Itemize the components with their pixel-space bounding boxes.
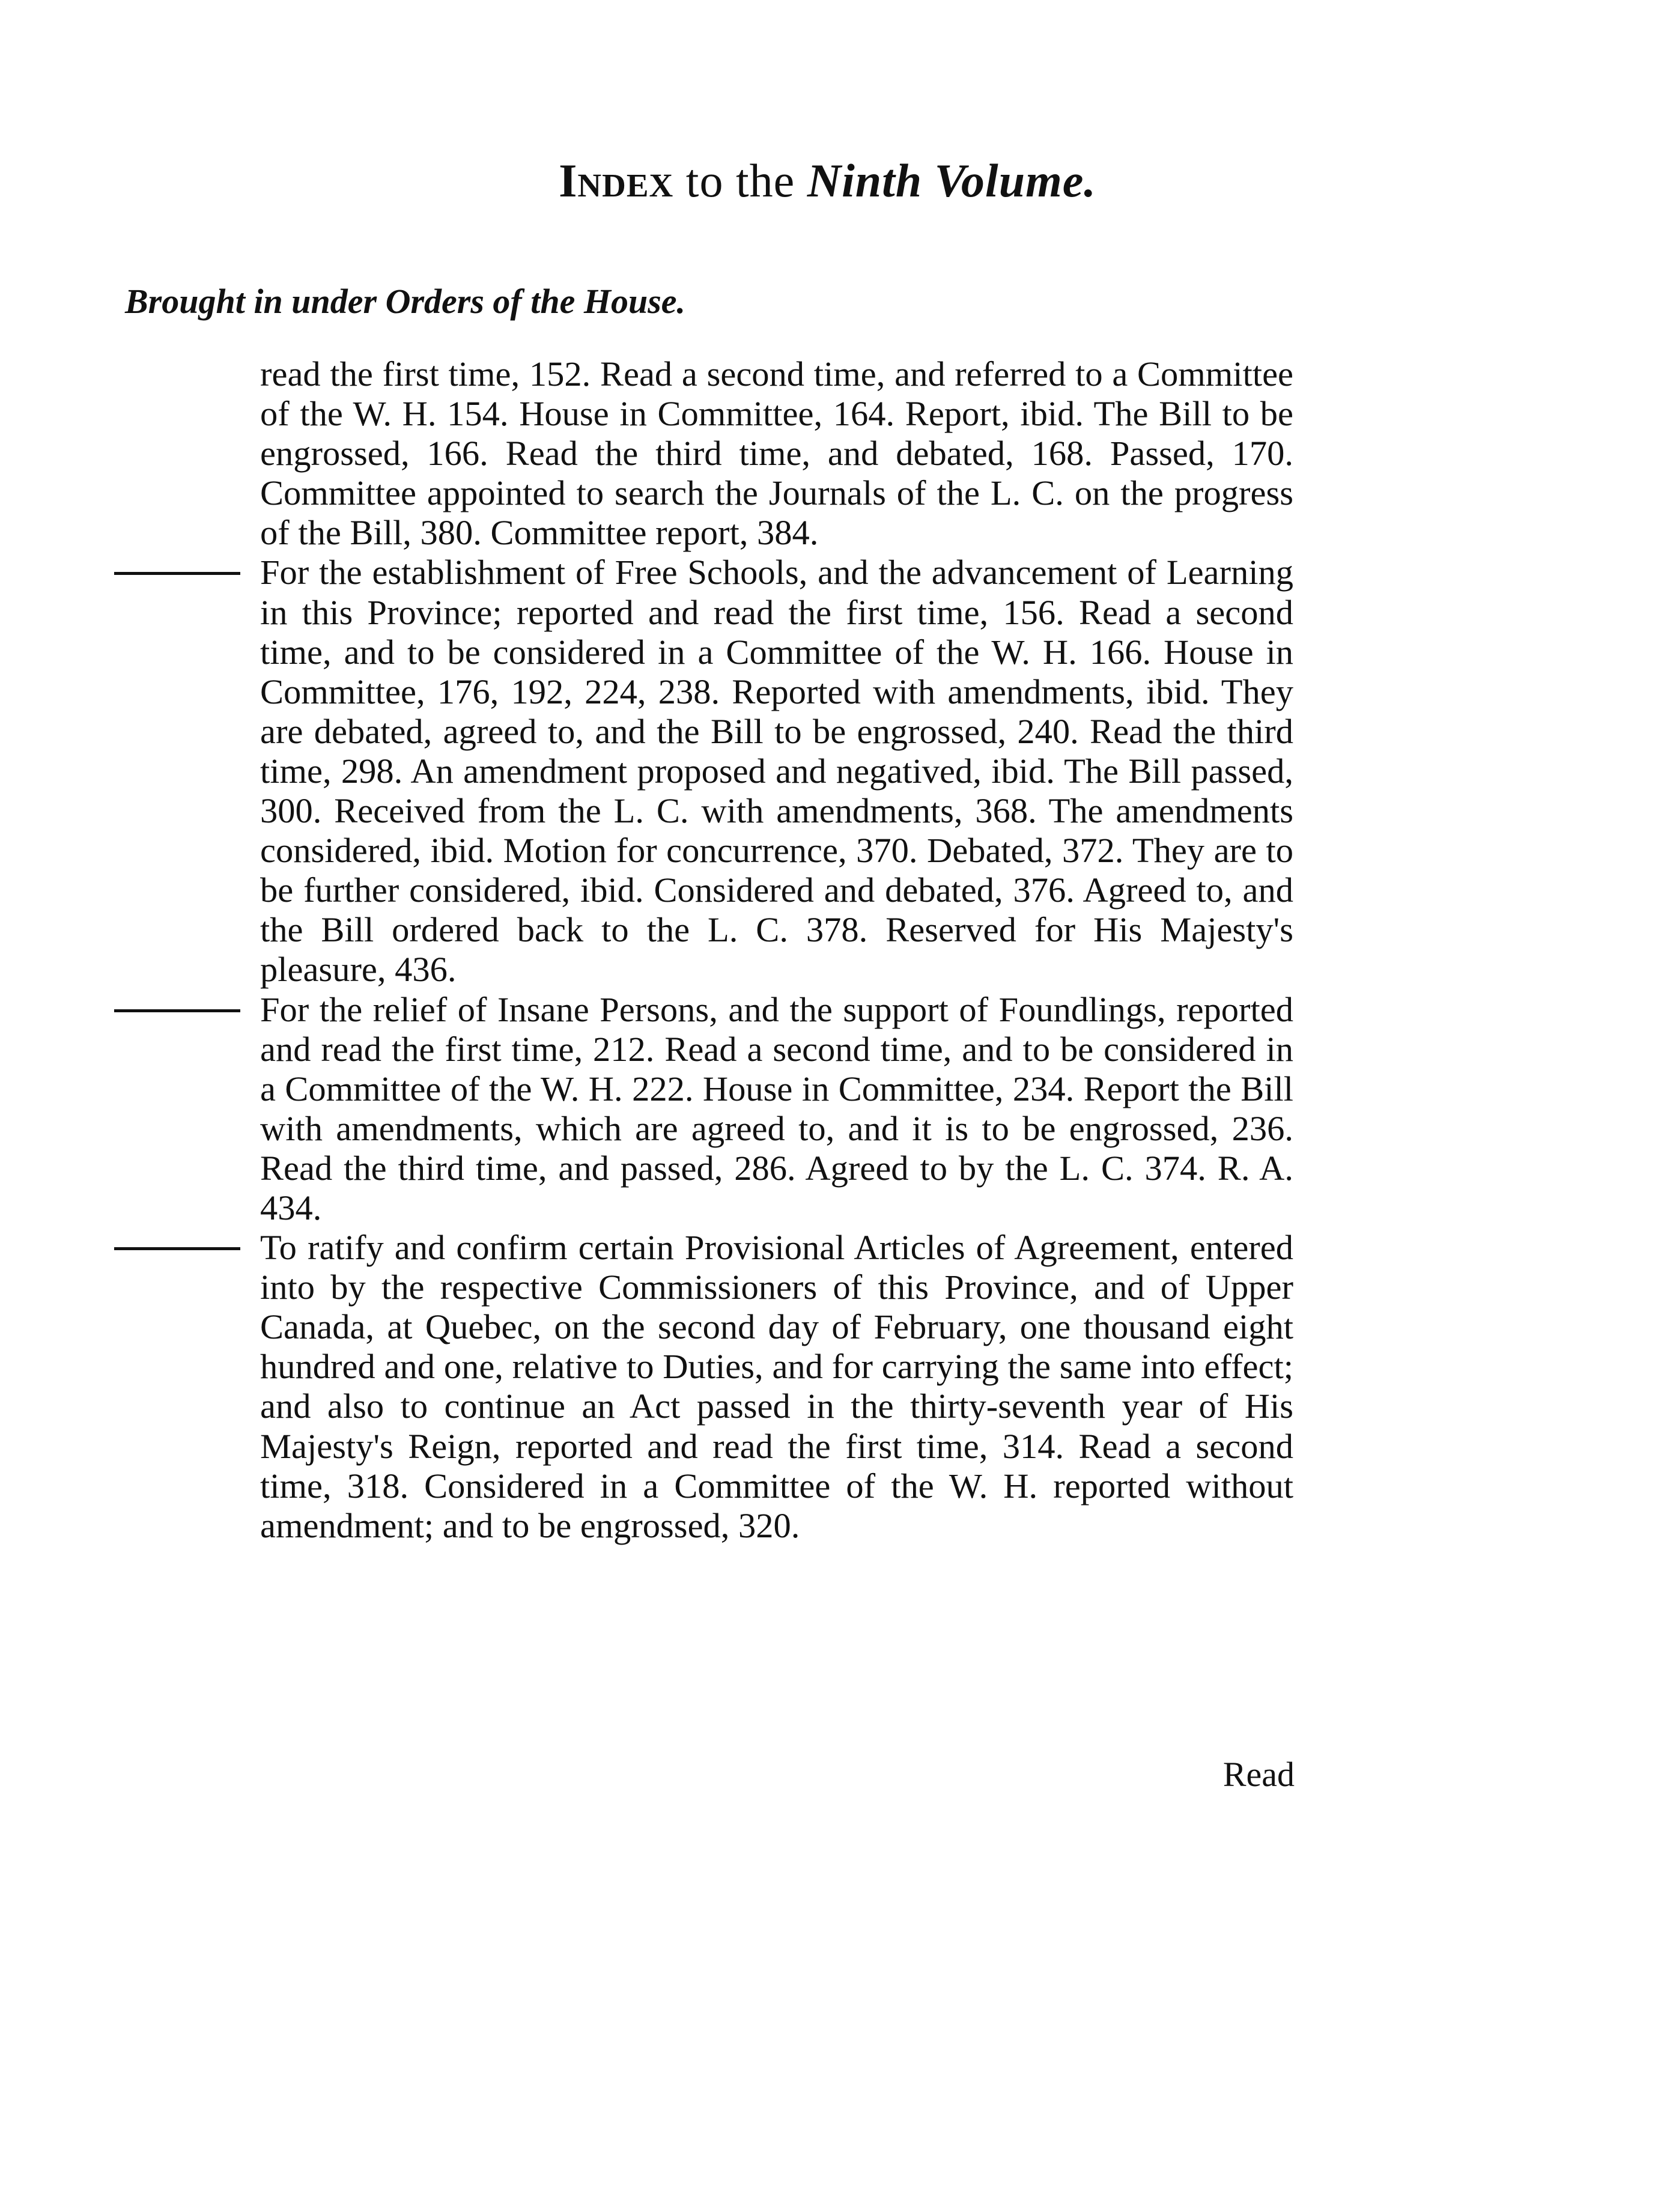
index-entry <box>260 990 1293 1229</box>
header-index-word: Index <box>559 154 674 207</box>
entry-dash <box>114 1009 240 1012</box>
index-entries <box>260 354 1293 1546</box>
entry-text: read the first time, 152. Read a second time, and referred to a Committee of the W. H. 154. House in Committee, 164. Report, ibid. The Bill to be engrossed, 166. Read the third time, and debated, 168. Passed, 170. Committee appointed to search the Journals of the L. C. on the progress of the Bill, 380. Committee report, 384. <box>260 354 1293 553</box>
entry-dash <box>114 572 240 575</box>
section-heading: Brought in under Orders of the House. <box>125 282 686 321</box>
catchword: Read <box>1222 1755 1295 1794</box>
index-entry <box>260 553 1293 989</box>
entry-text: To ratify and confirm certain Provisional Articles of Agreement, entered into by the respective Commissioners of this Province, and of Upper Canada, at Quebec, on the second day of February, one thousand eight hundred and one, relative to Duties, and for carrying the same into effect; and also to continue an Act passed in the thirty-seventh year of His Majesty's Reign, reported and read the first time, 314. Read a second time, 318. Considered in a Committee of the W. H. reported without amendment; and to be engrossed, 320. <box>260 1228 1293 1545</box>
header-volume: Ninth Volume. <box>807 154 1096 207</box>
index-entry <box>260 1228 1293 1546</box>
page-header <box>0 154 1655 207</box>
entry-text: For the relief of Insane Persons, and the support of Foundlings, reported and read the first time, 212. Read a second time, and to be considered in a Committee of the W. H. 222. House in Committee, 234. Report the Bill with amendments, which are agreed to, and it is to be engrossed, 236. Read the third time, and passed, 286. Agreed to by the L. C. 374. R. A. 434. <box>260 989 1293 1227</box>
entry-dash <box>114 1247 240 1250</box>
header-to-the: to the <box>685 154 795 207</box>
index-entry <box>260 354 1293 553</box>
entry-text: For the establishment of Free Schools, and the advancement of Learning in this Province; reported and read the first time, 156. Read a second time, and to be considered in a Committee of the W. H. 166. House in Committee, 176, 192, 224, 238. Reported with amendments, ibid. They are debated, agreed to, and the Bill to be engrossed, 240. Read the third time, 298. An amendment proposed and negatived, ibid. The Bill passed, 300. Received from the L. C. with amendments, 368. The amendments considered, ibid. Motion for concurrence, 370. Debated, 372. They are to be further considered, ibid. Considered and debated, 376. Agreed to, and the Bill ordered back to the L. C. 378. Reserved for His Majesty's pleasure, 436. <box>260 553 1293 989</box>
